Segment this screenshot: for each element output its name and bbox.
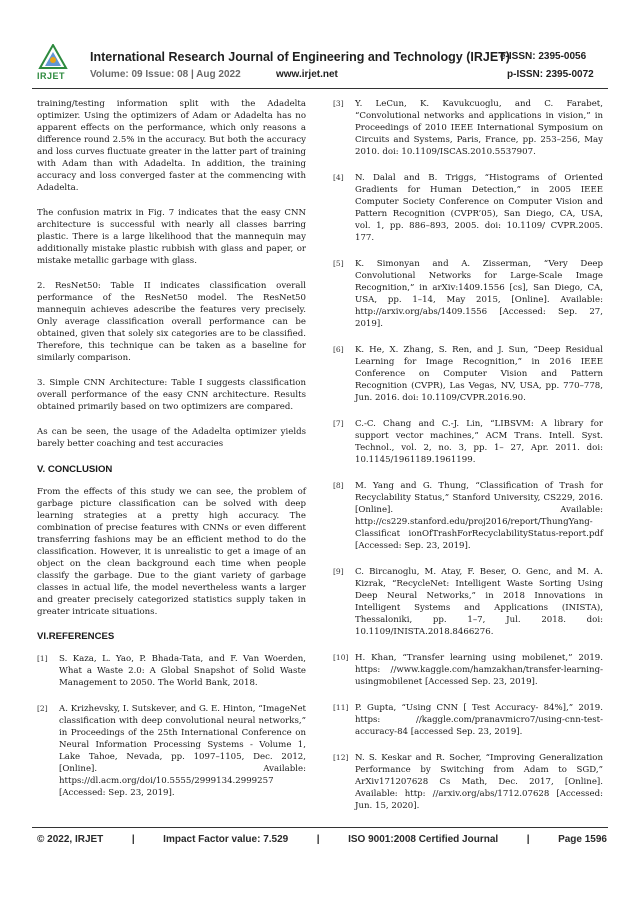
- reference-item: [37, 703, 306, 799]
- header-divider: [32, 88, 608, 89]
- journal-title: International Research Journal of Engineering and Technology (IRJET): [90, 50, 510, 64]
- reference-item: [333, 344, 603, 404]
- reference-number: [7]: [333, 419, 344, 428]
- footer-separator: |: [526, 834, 530, 845]
- logo-text: IRJET: [37, 71, 66, 81]
- right-column: [333, 98, 603, 826]
- reference-text: N. S. Keskar and R. Socher, “Improving Generalization Performance by Switching from Adam to SGD,” ArXiv171207628 Cs Math, Dec. 2017, [Online]. Available: http: //arxiv.org/abs/1712.07628 [Accessed: Jun. 15, 2020].: [355, 753, 603, 811]
- page-number: Page 1596: [558, 834, 607, 845]
- paragraph: The confusion matrix in Fig. 7 indicates that the easy CNN architecture is successful with nearly all classes barring plastic. There is a large likelihood that the mannequin may additionally mistake plastic rubbish with glass and paper, or mistake metallic garbage with glass.: [37, 208, 306, 266]
- footer-divider: [32, 827, 608, 828]
- irjet-logo-icon: [38, 44, 68, 70]
- paragraph: 2. ResNet50: Table II indicates classification overall performance of the ResNet50 model. The ResNet50 mannequin achieves adescribe the features very precisely. Only average classification overall performance can be obtained, given that solely six categories are to be classified. Therefore, this technique can be taken as a baseline for similarly comparison.: [37, 281, 306, 363]
- reference-number: [8]: [333, 481, 344, 490]
- e-issn: e-ISSN: 2395-0056: [500, 51, 587, 62]
- reference-item: [333, 480, 603, 552]
- reference-number: [3]: [333, 99, 344, 108]
- reference-text: A. Krizhevsky, I. Sutskever, and G. E. Hinton, “ImageNet classification with deep convolutional neural networks,” in Proceedings of the 25th International Conference on Neural Information Processing Systems - Volume 1, Lake Tahoe, Nevada, pp. 1097–1105, Dec. 2012, [Online]. Available: https://dl.acm.org/doi/10.5555/2999134.2999257 [Accessed: Sep. 23, 2019].: [59, 704, 306, 798]
- reference-text: C.-C. Chang and C.-J. Lin, “LIBSVM: A library for support vector machines,” ACM Trans. Intell. Syst. Technol., vol. 2, no. 3, pp. 1– 27, Apr. 2011. doi: 10.1145/1961189.1961199.: [355, 419, 603, 465]
- reference-item: [333, 702, 603, 738]
- website-link[interactable]: www.irjet.net: [276, 69, 338, 80]
- page-footer: [37, 834, 607, 845]
- reference-item: [333, 172, 603, 244]
- footer-separator: |: [131, 834, 135, 845]
- reference-text: P. Gupta, “Using CNN [ Test Accuracy- 84%],” 2019. https: //kaggle.com/pranavmicro7/using-cnn-test-accuracy-84 [accessed Sep. 23, 2019].: [355, 703, 603, 737]
- volume-issue: Volume: 09 Issue: 08 | Aug 2022: [90, 69, 241, 80]
- paragraph: As can be seen, the usage of the Adadelta optimizer yields barely better coaching and test accuracies: [37, 427, 306, 449]
- reference-number: [9]: [333, 567, 344, 576]
- reference-item: [333, 566, 603, 638]
- reference-text: N. Dalal and B. Triggs, “Histograms of Oriented Gradients for Human Detection,” in 2005 IEEE Computer Society Conference on Computer Vision and Pattern Recognition (CVPR’05), San Diego, CA, USA, vol. 1, pp. 886–893, 2005. doi: 10.1109/ CVPR.2005. 177.: [355, 173, 603, 243]
- footer-separator: |: [316, 834, 320, 845]
- reference-item: [333, 98, 603, 158]
- reference-number: [5]: [333, 259, 344, 268]
- impact-factor: Impact Factor value: 7.529: [163, 834, 289, 845]
- reference-number: [2]: [37, 704, 48, 713]
- reference-text: H. Khan, “Transfer learning using mobilenet,” 2019. https: //www.kaggle.com/hamzakhan/transfer-learning-usingmobilenet [Accessed Sep. 23, 2019].: [355, 653, 603, 687]
- reference-item: [333, 418, 603, 466]
- reference-text: C. Bircanoglu, M. Atay, F. Beser, O. Genc, and M. A. Kizrak, “RecycleNet: Intelligent Waste Sorting Using Deep Neural Networks,” in 2018 Innovations in Intelligent Systems and Applications (INISTA), Thessaloniki, pp. 1–7, Jul. 2018. doi: 10.1109/INISTA.2018.8466276.: [355, 567, 603, 637]
- reference-number: [1]: [37, 654, 48, 663]
- conclusion-heading: V. CONCLUSION: [37, 464, 113, 475]
- reference-text: S. Kaza, L. Yao, P. Bhada-Tata, and F. Van Woerden, What a Waste 2.0: A Global Snapshot of Solid Waste Management to 2050. The World Bank, 2018.: [59, 654, 306, 688]
- paragraph: training/testing information split with the Adadelta optimizer. Using the optimizers of Adam or Adadelta has no apparent effects on the performance, which only reasons a difference round 2.5% in the accuracy. But both the accuracy and loss curves fluctuate greater in the latter part of training with Adam than with Adadelta. In addition, the training accuracy and loss converged faster at the commencing with Adadelta.: [37, 99, 306, 193]
- left-column: [37, 98, 306, 813]
- reference-item: [333, 652, 603, 688]
- page-header: [0, 0, 638, 92]
- reference-text: Y. LeCun, K. Kavukcuoglu, and C. Farabet, “Convolutional networks and applications in vision,” in Proceedings of 2010 IEEE International Symposium on Circuits and Systems, Paris, France, pp. 253–256, May 2010. doi: 10.1109/ISCAS.2010.5537907.: [355, 99, 603, 157]
- reference-number: [4]: [333, 173, 344, 182]
- reference-number: [12]: [333, 753, 349, 762]
- conclusion-paragraph: From the effects of this study we can see, the problem of garbage picture classification can be solved with deep learning strategies at a pretty high accuracy. The combination of precise features with CNNs or even different transferring fashions may be an efficient method to do the classification. However, it is unrealistic to get a image of an object on the clean background each time when people classify the garbage. Due to the giant variety of garbage classes in actual life, the model nevertheless wants a larger and greater precisely categorized statistics supply taken in greater intricate situations.: [37, 487, 306, 617]
- paragraph: 3. Simple CNN Architecture: Table I suggests classification overall performance of the easy CNN architecture. Results obtained primarily based on two optimizers are compared.: [37, 378, 306, 412]
- reference-text: K. He, X. Zhang, S. Ren, and J. Sun, “Deep Residual Learning for Image Recognition,” in 2016 IEEE Conference on Computer Vision and Pattern Recognition (CVPR), Las Vegas, NV, USA, pp. 770–778, Jun. 2016. doi: 10.1109/CVPR.2016.90.: [355, 345, 603, 403]
- reference-number: [10]: [333, 653, 349, 662]
- iso-certification: ISO 9001:2008 Certified Journal: [348, 834, 499, 845]
- reference-item: [37, 653, 306, 689]
- copyright: © 2022, IRJET: [37, 834, 104, 845]
- reference-number: [6]: [333, 345, 344, 354]
- references-heading: VI.REFERENCES: [37, 631, 115, 642]
- reference-text: M. Yang and G. Thung, “Classification of Trash for Recyclability Status,” Stanford University, CS229, 2016. [Online]. Available: http://cs229.stanford.edu/proj2016/report/ThungYang-Classificat ionOfTrashForRecyclabilityStatus-report.pdf [Accessed: Sep. 23, 2019].: [355, 481, 603, 551]
- reference-item: [333, 752, 603, 812]
- reference-text: K. Simonyan and A. Zisserman, “Very Deep Convolutional Networks for Large-Scale Image Recognition,” in arXiv:1409.1556 [cs], San Diego, CA, USA, pp. 1–14, May 2015, [Online]. Available: http://arxiv.org/abs/1409.1556 [Accessed: Sep. 27, 2019].: [355, 259, 603, 329]
- reference-number: [11]: [333, 703, 349, 712]
- reference-item: [333, 258, 603, 330]
- p-issn: p-ISSN: 2395-0072: [507, 69, 594, 80]
